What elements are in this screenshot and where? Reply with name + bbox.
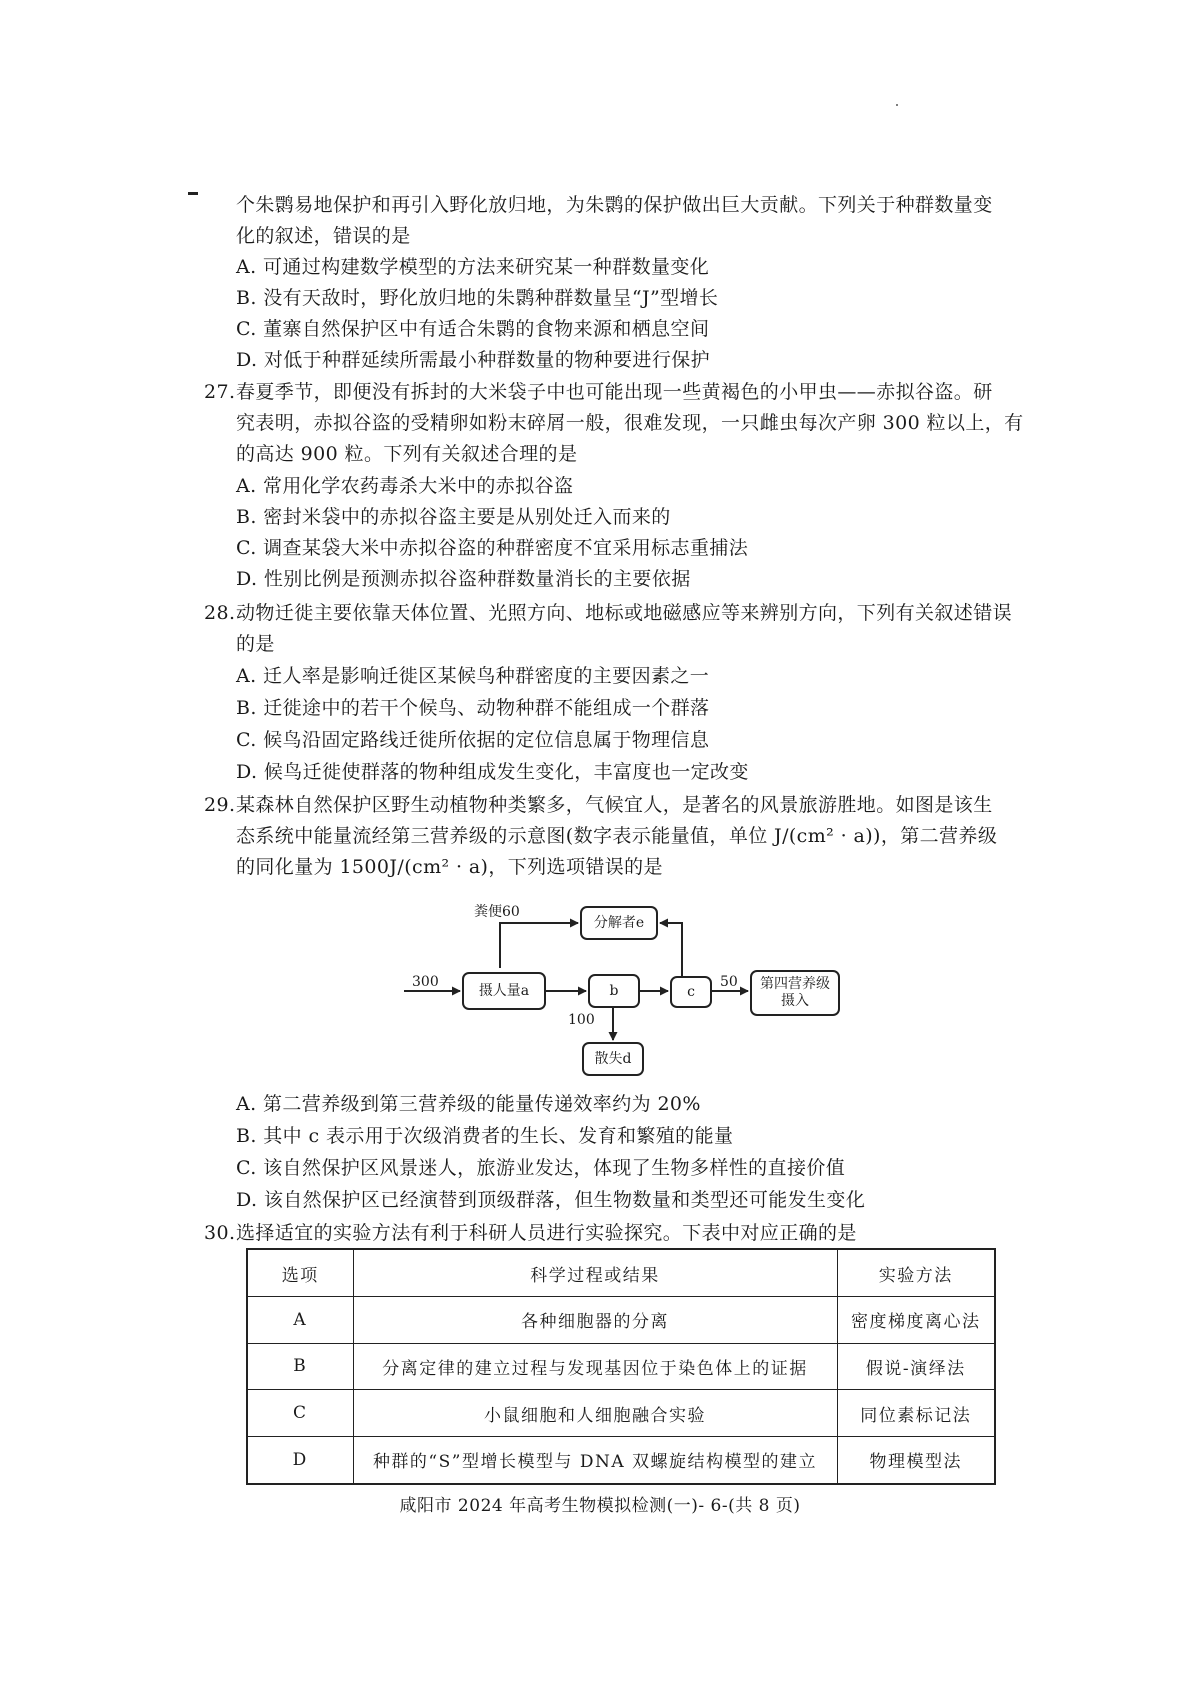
b-box [588,974,640,1008]
table-cell-method: 密度梯度离心法 [837,1297,995,1344]
question-text-line: 态系统中能量流经第三营养级的示意图(数字表示能量值，单位 J/(cm² · a))，第二营养级 [236,825,998,847]
option-d: D. 对低于种群延续所需最小种群数量的物种要进行保护 [236,349,711,371]
loss-label: 散失d [594,1050,632,1067]
table-header-row [247,1249,995,1297]
table-cell-method: 物理模型法 [837,1436,995,1484]
table-cell-process: 分离定律的建立过程与发现基因位于染色体上的证据 [353,1343,837,1390]
b-label: b [609,982,619,999]
decomposer-label: 分解者e [593,914,645,931]
option-c: C. 调查某袋大米中赤拟谷盗的种群密度不宜采用标志重捕法 [236,537,749,559]
option-a: A. 可通过构建数学模型的方法来研究某一种群数量变化 [236,256,710,278]
table-header-cell: 实验方法 [837,1249,995,1297]
option-d: D. 该自然保护区已经演替到顶级群落，但生物数量和类型还可能发生变化 [236,1189,866,1211]
question-text-line: 动物迁徙主要依靠天体位置、光照方向、地标或地磁感应等来辨别方向，下列有关叙述错误 [236,602,1013,624]
table-cell-option: B [247,1343,353,1390]
arrow-feces [500,923,578,968]
intake-label: 摄人量a [478,982,530,999]
fourth-level-box [750,970,840,1016]
option-c: C. 候鸟沿固定路线迁徙所依据的定位信息属于物理信息 [236,729,710,751]
question-number: 29. [204,794,236,816]
table-cell-option: C [247,1390,353,1437]
fourth-level-label-line2: 摄入 [781,993,809,1009]
margin-mark [188,192,198,195]
question-text-line: 某森林自然保护区野生动植物种类繁多，气候宜人，是著名的风景旅游胜地。如图是该生 [236,794,993,816]
question-text-line: 选择适宜的实验方法有利于科研人员进行实验探究。下表中对应正确的是 [236,1222,857,1244]
option-a: A. 常用化学农药毒杀大米中的赤拟谷盗 [236,475,574,497]
table-row [247,1343,995,1390]
table-cell-process: 各种细胞器的分离 [353,1297,837,1344]
table-cell-method: 同位素标记法 [837,1390,995,1437]
table-cell-process: 小鼠细胞和人细胞融合实验 [353,1390,837,1437]
input-value-label: 300 [412,974,439,990]
option-b: B. 没有天敌时，野化放归地的朱鹮种群数量呈“J”型增长 [236,287,719,309]
table-header-cell: 选项 [247,1249,353,1297]
arrow-c-to-decomposer [660,923,682,976]
option-b: B. 其中 c 表示用于次级消费者的生长、发育和繁殖的能量 [236,1125,734,1147]
question-text-line: 个朱鹮易地保护和再引入野化放归地，为朱鹮的保护做出巨大贡献。下列关于种群数量变 [236,194,993,216]
table-cell-option: A [247,1297,353,1344]
question-text-line: 的是 [236,633,275,655]
option-b: B. 密封米袋中的赤拟谷盗主要是从别处迁入而来的 [236,506,671,528]
option-a: A. 第二营养级到第三营养级的能量传递效率约为 20% [236,1093,701,1115]
question-number: 30. [204,1222,236,1244]
c-label: c [687,983,695,1000]
feces-label: 粪便60 [474,904,520,920]
decomposer-box [580,906,658,940]
scan-speck [896,104,898,106]
loss-box [582,1042,644,1076]
option-b: B. 迁徙途中的若干个候鸟、动物种群不能组成一个群落 [236,697,710,719]
option-d: D. 候鸟迁徙使群落的物种组成发生变化，丰富度也一定改变 [236,761,749,783]
table-cell-option: D [247,1436,353,1484]
c-box [670,976,712,1008]
to-fourth-value-label: 50 [720,974,738,990]
option-a: A. 迁人率是影响迁徙区某候鸟种群密度的主要因素之一 [236,665,710,687]
experiment-method-table [246,1248,996,1485]
table-row [247,1436,995,1484]
table-row [247,1297,995,1344]
option-c: C. 该自然保护区风景迷人，旅游业发达，体现了生物多样性的直接价值 [236,1157,846,1179]
page-footer: 咸阳市 2024 年高考生物模拟检测(一)- 6-(共 8 页) [399,1496,801,1516]
question-text-line: 化的叙述，错误的是 [236,225,411,247]
question-number: 28. [204,602,236,624]
question-text-line: 的高达 900 粒。下列有关叙述合理的是 [236,443,578,465]
table-header-cell: 科学过程或结果 [353,1249,837,1297]
question-text-line: 的同化量为 1500J/(cm² · a)，下列选项错误的是 [236,856,663,878]
question-text-line: 春夏季节，即便没有拆封的大米袋子中也可能出现一些黄褐色的小甲虫——赤拟谷盗。研 [236,381,993,403]
fourth-level-label-line1: 第四营养级 [760,976,830,992]
table-cell-method: 假说-演绎法 [837,1343,995,1390]
intake-box [462,972,546,1010]
question-number: 27. [204,381,236,403]
loss-value-label: 100 [568,1012,595,1028]
option-d: D. 性别比例是预测赤拟谷盗种群数量消长的主要依据 [236,568,691,590]
table-cell-process: 种群的“S”型增长模型与 DNA 双螺旋结构模型的建立 [353,1436,837,1484]
question-text-line: 究表明，赤拟谷盗的受精卵如粉末碎屑一般，很难发现，一只雌虫每次产卵 300 粒以上，有 [236,412,1024,434]
table-row [247,1390,995,1437]
option-c: C. 董寨自然保护区中有适合朱鹮的食物来源和栖息空间 [236,318,710,340]
energy-flow-diagram [400,888,850,1088]
